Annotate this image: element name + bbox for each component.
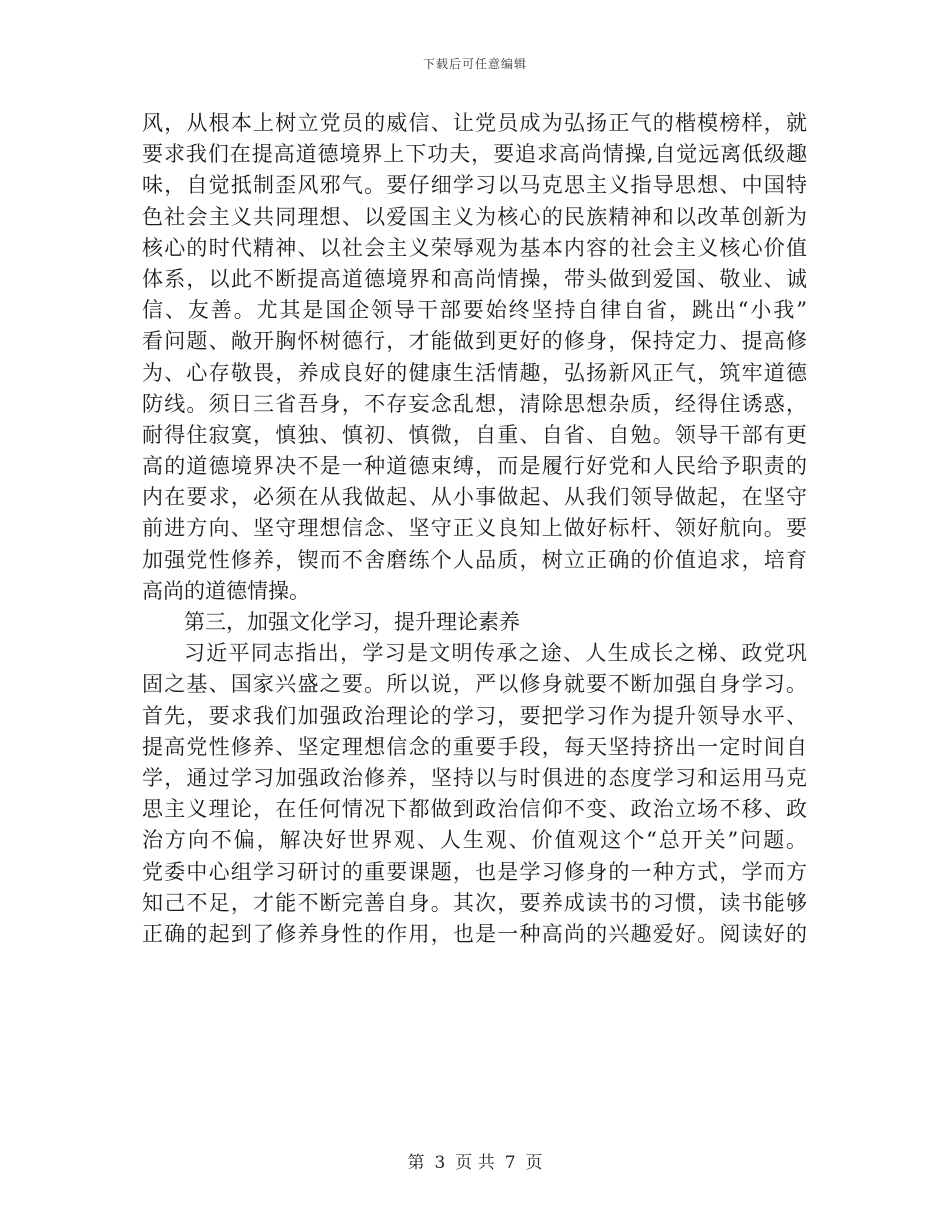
section-heading [142,607,807,638]
total-pages-number: 7 [504,1153,516,1173]
text-line: 风，从根本上树立党员的威信、让党员成为弘扬正气的楷模榜样，就 [142,111,807,135]
text-line: 耐得住寂寞，慎独、慎初、慎微，自重、自省、自勉。领导干部有更 [142,422,807,447]
footer-prefix: 第 [407,1153,425,1173]
text-line: 加强党性修养，锲而不舍磨练个人品质，树立正确的价值追求，培育 [142,547,807,572]
text-line: 色社会主义共同理想、以爱国主义为核心的民族精神和以改革创新为 [142,204,807,229]
text-line: 信、友善。尤其是国企领导干部要始终坚持自律自省，跳出“小我” [142,298,807,323]
header-note: 下载后可任意编辑 [422,57,527,71]
text-line: 要求我们在提高道德境界上下功夫，要追求高尚情操,自觉远离低级趣 [142,142,807,167]
text-line: 知己不足，才能不断完善自身。其次，要养成读书的习惯，读书能够 [142,890,807,915]
text-line: 习近平同志指出，学习是文明传承之途、人生成长之梯、政党巩 [184,641,807,666]
text-line: 味，自觉抵制歪风邪气。要仔细学习以马克思主义指导思想、中国特 [142,173,807,198]
text-line: 看问题、敞开胸怀树德行，才能做到更好的修身，保持定力、提高修 [142,329,807,354]
text-line: 防线。须日三省吾身，不存妄念乱想，清除思想杂质，经得住诱惑， [142,391,807,416]
text-line: 体系，以此不断提高道德境界和高尚情操，带头做到爱国、敬业、诚 [142,266,807,291]
paragraph [142,638,807,950]
text-line: 提高党性修养、坚定理想信念的重要手段，每天坚持挤出一定时间自 [142,734,807,759]
text-line: 第三，加强文化学习，提升理论素养 [184,610,520,634]
text-line: 高的道德境界决不是一种道德束缚，而是履行好党和人民给予职责的 [142,454,807,479]
footer-suffix: 页 [525,1153,543,1173]
text-line: 为、心存敬畏，养成良好的健康生活情趣，弘扬新风正气，筑牢道德 [142,360,807,385]
text-line: 核心的时代精神、以社会主义荣辱观为基本内容的社会主义核心价值 [142,235,807,260]
text-line: 固之基、国家兴盛之要。所以说，严以修身就要不断加强自身学习。 [142,672,807,697]
text-line: 正确的起到了修养身性的作用，也是一种高尚的兴趣爱好。阅读好的 [142,921,807,946]
text-line: 前进方向、坚守理想信念、坚守正义良知上做好标杆、领好航向。要 [142,516,807,541]
text-line: 内在要求，必须在从我做起、从小事做起、从我们领导做起，在坚守 [142,485,807,510]
document-body [142,108,807,950]
paragraph [142,108,807,607]
text-line: 思主义理论，在任何情况下都做到政治信仰不变、政治立场不移、政 [142,797,807,822]
text-line: 高尚的道德情操。 [142,578,310,603]
current-page-number: 3 [434,1153,446,1173]
text-line: 治方向不偏，解决好世界观、人生观、价值观这个“总开关”问题。 [142,828,807,853]
text-line: 学，通过学习加强政治修养，坚持以与时俱进的态度学习和运用马克 [142,765,807,790]
text-line: 首先，要求我们加强政治理论的学习，要把学习作为提升领导水平、 [142,703,807,728]
text-line: 党委中心组学习研讨的重要课题，也是学习修身的一种方式，学而方 [142,859,807,884]
footer-middle: 页 共 [455,1153,495,1173]
page-footer [0,1148,950,1173]
